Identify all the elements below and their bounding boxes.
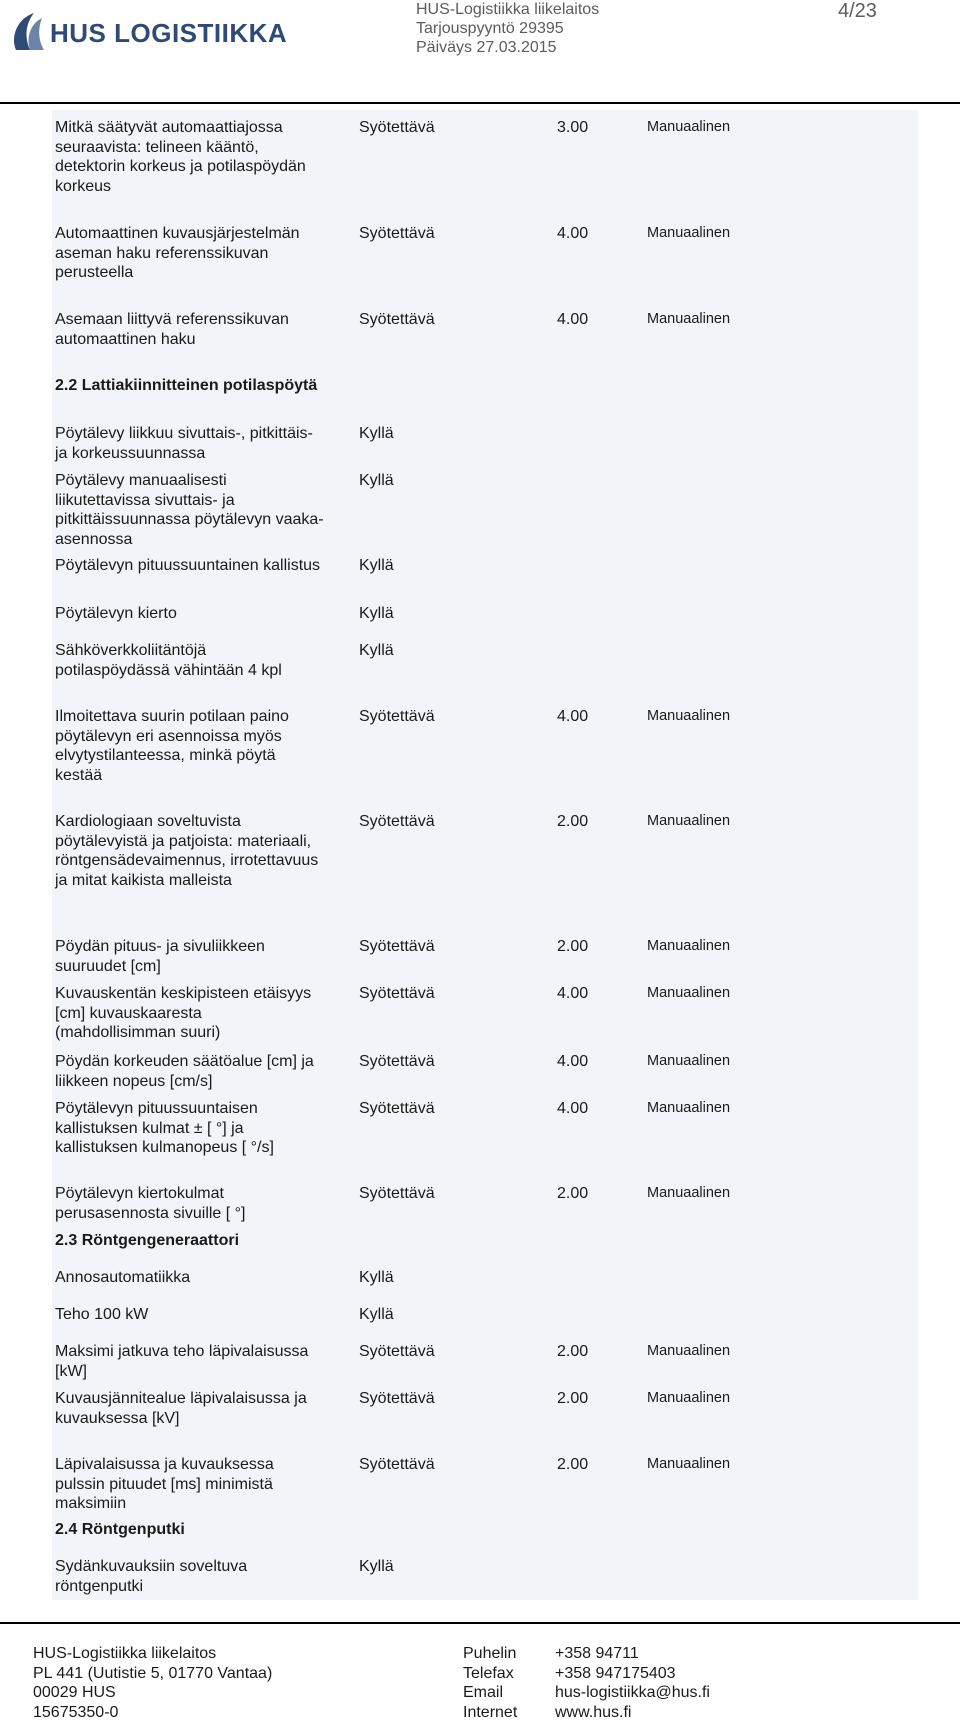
weight-value: 2.00 <box>557 812 588 832</box>
weight-value: 4.00 <box>557 310 588 330</box>
answer-type: Syötettävä <box>359 1052 435 1072</box>
requirement-label: Maksimi jatkuva teho läpivalaisussa [kW] <box>55 1342 325 1381</box>
requirement-label: Kardiologiaan soveltuvista pöytälevyistä ja patjoista: materiaali, röntgensädevaimennus, irrotettavuus ja mitat kaikista malleista <box>55 812 325 890</box>
answer-value: Kyllä <box>359 424 394 444</box>
evaluation-mode: Manuaalinen <box>647 224 730 244</box>
weight-value: 2.00 <box>557 1342 588 1362</box>
footer-postcode: 00029 HUS <box>33 1683 272 1703</box>
requirement-label: Pöydän pituus- ja sivuliikkeen suuruudet [cm] <box>55 937 325 976</box>
footer-org-name: HUS-Logistiikka liikelaitos <box>33 1644 272 1664</box>
section-heading: 2.4 Röntgenputki <box>55 1520 325 1540</box>
section-heading: 2.2 Lattiakiinnitteinen potilaspöytä <box>55 376 325 396</box>
footer-contact-values <box>555 1644 710 1722</box>
evaluation-mode: Manuaalinen <box>647 1052 730 1072</box>
requirement-label: Pöytälevyn pituussuuntaisen kallistuksen kulmat ± [ °] ja kallistuksen kulmanopeus [ °/s] <box>55 1099 325 1158</box>
footer-contact-labels <box>463 1644 517 1722</box>
section-heading: 2.3 Röntgengeneraattori <box>55 1231 325 1251</box>
evaluation-mode: Manuaalinen <box>647 1389 730 1409</box>
answer-value: Kyllä <box>359 641 394 661</box>
requirement-label: Pöytälevyn kierto <box>55 604 325 624</box>
weight-value: 4.00 <box>557 224 588 244</box>
header-divider <box>0 102 960 104</box>
evaluation-mode: Manuaalinen <box>647 1184 730 1204</box>
requirement-label: Läpivalaisussa ja kuvauksessa pulssin pituudet [ms] minimistä maksimiin <box>55 1455 325 1514</box>
footer-label-phone: Puhelin <box>463 1644 517 1664</box>
evaluation-mode: Manuaalinen <box>647 1342 730 1362</box>
requirement-label: Mitkä säätyvät automaattiajossa seuraavista: telineen kääntö, detektorin korkeus ja potilaspöydän korkeus <box>55 118 325 196</box>
requirement-label: Kuvausjännitealue läpivalaisussa ja kuvauksessa [kV] <box>55 1389 325 1428</box>
requirement-label: Ilmoitettava suurin potilaan paino pöytälevyn eri asennoissa myös elvytystilanteessa, minkä pöytä kestää <box>55 707 325 785</box>
requirement-label: Pöytälevyn pituussuuntainen kallistus <box>55 556 325 576</box>
answer-value: Kyllä <box>359 471 394 491</box>
answer-type: Syötettävä <box>359 984 435 1004</box>
answer-type: Syötettävä <box>359 1099 435 1119</box>
answer-value: Kyllä <box>359 604 394 624</box>
org-name: HUS-Logistiikka liikelaitos <box>416 0 599 19</box>
requirement-label: Annosautomatiikka <box>55 1268 325 1288</box>
footer-label-internet: Internet <box>463 1703 517 1722</box>
requirement-label: Kuvauskentän keskipisteen etäisyys [cm] kuvauskaaresta (mahdollisimman suuri) <box>55 984 325 1043</box>
tender-number: Tarjouspyyntö 29395 <box>416 19 599 38</box>
requirement-label: Automaattinen kuvausjärjestelmän aseman haku referenssikuvan perusteella <box>55 224 325 283</box>
answer-type: Syötettävä <box>359 118 435 138</box>
hus-logo <box>8 8 287 58</box>
requirement-label: Pöydän korkeuden säätöalue [cm] ja liikkeen nopeus [cm/s] <box>55 1052 325 1091</box>
footer-email-link[interactable]: hus-logistiikka@hus.fi <box>555 1683 710 1703</box>
footer-fax: +358 947175403 <box>555 1664 710 1684</box>
answer-type: Syötettävä <box>359 1455 435 1475</box>
weight-value: 2.00 <box>557 937 588 957</box>
answer-type: Syötettävä <box>359 1342 435 1362</box>
answer-value: Kyllä <box>359 1305 394 1325</box>
requirements-table <box>52 110 918 1600</box>
requirement-label: Asemaan liittyvä referenssikuvan automaattinen haku <box>55 310 325 349</box>
answer-value: Kyllä <box>359 1557 394 1577</box>
weight-value: 4.00 <box>557 1099 588 1119</box>
requirement-label: Teho 100 kW <box>55 1305 325 1325</box>
requirement-label: Sydänkuvauksiin soveltuva röntgenputki <box>55 1557 325 1596</box>
footer-postal-address: PL 441 (Uutistie 5, 01770 Vantaa) <box>33 1664 272 1684</box>
weight-value: 2.00 <box>557 1389 588 1409</box>
answer-type: Syötettävä <box>359 1184 435 1204</box>
evaluation-mode: Manuaalinen <box>647 118 730 138</box>
document-meta <box>416 0 599 57</box>
footer-label-email: Email <box>463 1683 517 1703</box>
answer-type: Syötettävä <box>359 224 435 244</box>
evaluation-mode: Manuaalinen <box>647 707 730 727</box>
footer-divider <box>0 1622 960 1624</box>
requirement-label: Pöytälevy liikkuu sivuttais-, pitkittäis- ja korkeussuunnassa <box>55 424 325 463</box>
weight-value: 4.00 <box>557 1052 588 1072</box>
footer-address <box>33 1644 272 1722</box>
weight-value: 2.00 <box>557 1455 588 1475</box>
weight-value: 4.00 <box>557 984 588 1004</box>
requirement-label: Pöytälevy manuaalisesti liikutettavissa sivuttais- ja pitkittäissuunnassa pöytälevyn vaaka-asennossa <box>55 471 325 549</box>
answer-type: Syötettävä <box>359 707 435 727</box>
footer-business-id: 15675350-0 <box>33 1703 272 1722</box>
answer-type: Syötettävä <box>359 937 435 957</box>
weight-value: 3.00 <box>557 118 588 138</box>
answer-value: Kyllä <box>359 1268 394 1288</box>
evaluation-mode: Manuaalinen <box>647 1099 730 1119</box>
evaluation-mode: Manuaalinen <box>647 937 730 957</box>
document-date: Päiväys 27.03.2015 <box>416 38 599 57</box>
answer-value: Kyllä <box>359 556 394 576</box>
footer-label-fax: Telefax <box>463 1664 517 1684</box>
weight-value: 4.00 <box>557 707 588 727</box>
answer-type: Syötettävä <box>359 310 435 330</box>
requirement-label: Pöytälevyn kiertokulmat perusasennosta sivuille [ °] <box>55 1184 325 1223</box>
hus-logo-icon <box>8 10 48 56</box>
answer-type: Syötettävä <box>359 812 435 832</box>
weight-value: 2.00 <box>557 1184 588 1204</box>
evaluation-mode: Manuaalinen <box>647 1455 730 1475</box>
page-header <box>0 0 960 104</box>
evaluation-mode: Manuaalinen <box>647 984 730 1004</box>
page-number: 4/23 <box>838 0 877 23</box>
footer-website-link[interactable]: www.hus.fi <box>555 1703 710 1722</box>
footer-phone: +358 94711 <box>555 1644 710 1664</box>
evaluation-mode: Manuaalinen <box>647 812 730 832</box>
answer-type: Syötettävä <box>359 1389 435 1409</box>
requirement-label: Sähköverkkoliitäntöjä potilaspöydässä vähintään 4 kpl <box>55 641 325 680</box>
logo-text: HUS LOGISTIIKKA <box>50 18 287 49</box>
evaluation-mode: Manuaalinen <box>647 310 730 330</box>
